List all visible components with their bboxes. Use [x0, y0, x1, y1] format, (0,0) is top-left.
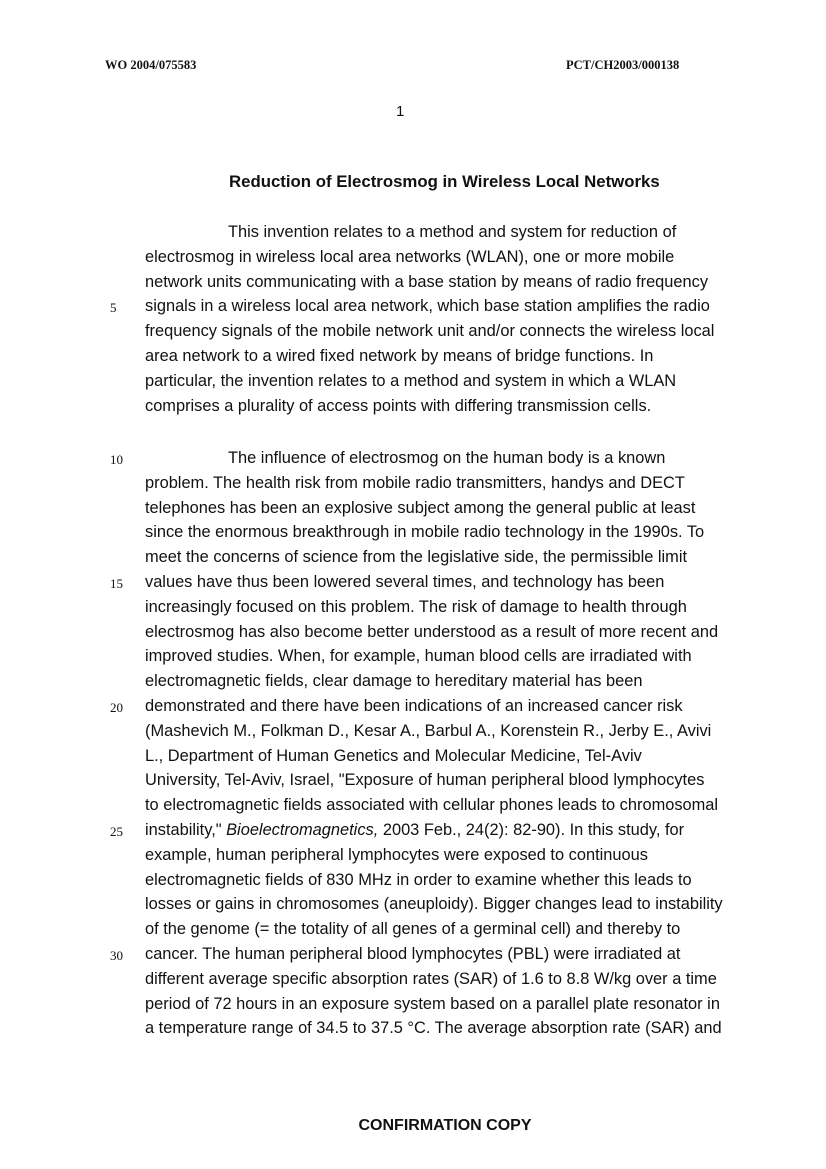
text-line	[145, 346, 653, 366]
line-text: to electromagnetic fields associated with cellular phones leads to chromosomal	[145, 796, 719, 815]
text-line	[145, 994, 720, 1014]
line-number: 15	[110, 576, 123, 591]
text-line	[145, 396, 651, 416]
text-line	[145, 572, 664, 592]
text-line	[145, 547, 687, 567]
line-text: network units communicating with a base station by means of radio frequency	[145, 272, 709, 291]
publication-number: WO 2004/075583	[105, 58, 197, 72]
text-line	[145, 746, 642, 766]
text-line	[145, 721, 711, 741]
line-text: signals in a wireless local area network, which base station amplifies the radio	[145, 297, 710, 316]
application-number: PCT/CH2003/000138	[566, 58, 680, 72]
text-line	[145, 795, 718, 815]
text-line	[145, 944, 680, 964]
line-number: 10	[110, 452, 123, 467]
text-line	[145, 919, 680, 939]
text-line	[145, 247, 674, 267]
text-line	[145, 820, 684, 840]
text-line	[145, 696, 683, 716]
line-text: 2003 Feb., 24(2): 82-90). In this study, for	[378, 821, 685, 839]
text-line	[145, 870, 692, 890]
text-line	[145, 371, 676, 391]
line-number: 30	[110, 948, 123, 963]
text-line	[145, 473, 685, 493]
line-text: telephones has been an explosive subject among the general public at least	[145, 498, 696, 517]
line-text: problem. The health risk from mobile radio transmitters, handys and DECT	[145, 473, 685, 492]
text-line	[145, 770, 704, 790]
line-text: losses or gains in chromosomes (aneuploidy). Bigger changes lead to instability	[145, 895, 723, 914]
text-line	[145, 321, 714, 341]
line-text: comprises a plurality of access points with differing transmission cells.	[145, 396, 652, 415]
line-text: L., Department of Human Genetics and Molecular Medicine, Tel-Aviv	[145, 746, 642, 765]
line-text: electromagnetic fields, clear damage to hereditary material has been	[145, 672, 643, 691]
journal-title: Bioelectromagnetics,	[226, 821, 379, 839]
line-text: The influence of electrosmog on the human body is a known	[228, 449, 666, 467]
line-text: different average specific absorption rates (SAR) of 1.6 to 8.8 W/kg over a time	[145, 969, 717, 988]
line-text: period of 72 hours in an exposure system based on a parallel plate resonator in	[145, 994, 720, 1013]
confirmation-copy-footer: CONFIRMATION COPY	[358, 1117, 532, 1134]
text-line	[145, 272, 708, 292]
text-line	[145, 646, 692, 666]
text-line	[145, 622, 718, 642]
line-text: example, human peripheral lymphocytes were exposed to continuous	[145, 845, 648, 864]
line-number: 5	[110, 300, 117, 316]
page-number: 1	[396, 103, 405, 120]
line-text: University, Tel-Aviv, Israel, "Exposure of human peripheral blood lymphocytes	[145, 771, 705, 790]
text-line	[145, 1018, 722, 1038]
line-text: demonstrated and there have been indications of an increased cancer risk	[145, 697, 683, 715]
text-line	[228, 448, 665, 468]
line-text: electrosmog has also become better understood as a result of more recent and	[145, 622, 719, 641]
text-line	[145, 597, 687, 617]
line-text: increasingly focused on this problem. The risk of damage to health through	[145, 597, 687, 616]
line-number: 25	[110, 824, 123, 839]
line-text: instability,"	[145, 821, 227, 839]
line-text: of the genome (= the totality of all genes of a germinal cell) and thereby to	[145, 920, 681, 939]
line-text: values have thus been lowered several times, and technology has been	[145, 573, 665, 591]
line-text: since the enormous breakthrough in mobile radio technology in the 1990s. To	[145, 523, 705, 542]
line-text: electrosmog in wireless local area networks (WLAN), one or more mobile	[145, 247, 675, 266]
text-line	[228, 222, 676, 242]
line-number: 20	[110, 700, 123, 715]
line-text: meet the concerns of science from the legislative side, the permissible limit	[145, 548, 688, 567]
text-line	[145, 296, 710, 316]
line-text: frequency signals of the mobile network unit and/or connects the wireless local	[145, 322, 715, 341]
line-text: (Mashevich M., Folkman D., Kesar A., Barbul A., Korenstein R., Jerby E., Avivi	[145, 721, 712, 740]
line-text: cancer. The human peripheral blood lymphocytes (PBL) were irradiated at	[145, 945, 681, 963]
text-line	[145, 894, 723, 914]
text-line	[145, 969, 717, 989]
text-line	[145, 671, 642, 691]
line-text: improved studies. When, for example, human blood cells are irradiated with	[145, 647, 692, 666]
text-line	[145, 522, 704, 542]
line-text: This invention relates to a method and system for reduction of	[228, 223, 677, 241]
line-text: a temperature range of 34.5 to 37.5 °C. The average absorption rate (SAR) and	[145, 1019, 722, 1038]
text-line	[145, 845, 648, 865]
document-title: Reduction of Electrosmog in Wireless Local Networks	[229, 172, 660, 191]
line-text: particular, the invention relates to a method and system in which a WLAN	[145, 371, 677, 390]
text-line	[145, 498, 695, 518]
line-text: area network to a wired fixed network by means of bridge functions. In	[145, 347, 654, 365]
line-text: electromagnetic fields of 830 MHz in order to examine whether this leads to	[145, 870, 692, 889]
